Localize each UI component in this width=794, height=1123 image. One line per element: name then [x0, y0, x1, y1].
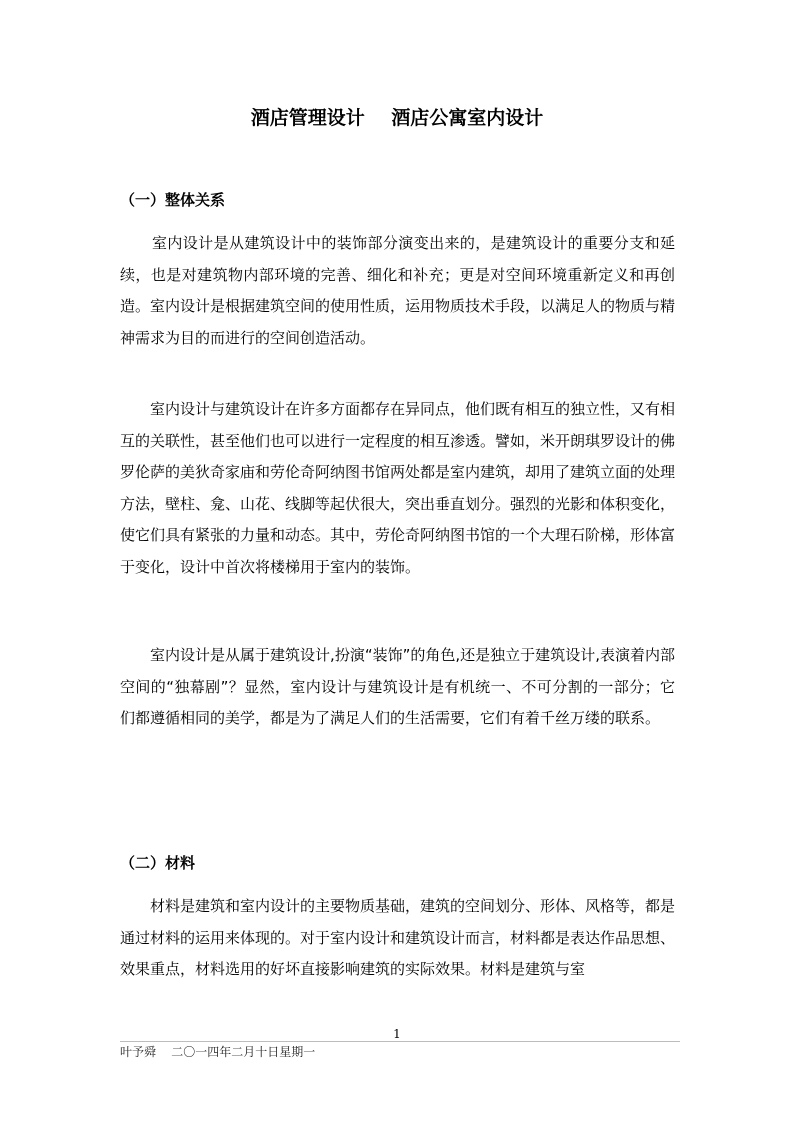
paragraph: 室内设计与建筑设计在许多方面都存在异同点，他们既有相互的独立性，又有相互的关联性，甚至他们也可以进行一定程度的相互渗透。譬如，米开朗琪罗设计的佛罗伦萨的美狄奇家庙和劳伦奇阿纳图书馆两处都是室内建筑，却用了建筑立面的处理方法，壁柱、龛、山花、线脚等起伏很大，突出垂直划分。强烈的光影和体积变化，使它们具有紧张的力量和动态。其中，劳伦奇阿纳图书馆的一个大理石阶梯，形体富于变化，设计中首次将楼梯用于室内的装饰。 — [120, 400, 676, 576]
section-heading-overall-relationship: （一）整体关系 — [120, 191, 226, 209]
document-title: 酒店管理设计 酒店公寓室内设计 — [250, 107, 544, 129]
paragraph: 室内设计是从属于建筑设计,扮演“装饰”的角色,还是独立于建筑设计,表演着内部空间的“独幕剧”？显然，室内设计与建筑设计是有机统一、不可分割的一部分；它们都遵循相同的美学，都是为了满足人们的生活需要，它们有着千丝万缕的联系。 — [120, 646, 675, 727]
paragraph: 材料是建筑和室内设计的主要物质基础，建筑的空间划分、形体、风格等，都是通过材料的运用来体现的。对于室内设计和建筑设计而言，材料都是表达作品思想、效果重点，材料选用的好坏直接影响建筑的实际效果。材料是建筑与室 — [120, 897, 676, 978]
footer-divider — [120, 1041, 680, 1042]
page-number: 1 — [393, 1027, 401, 1041]
paragraph: 室内设计是从建筑设计中的装饰部分演变出来的，是建筑设计的重要分支和延续，也是对建筑物内部环境的完善、细化和补充；更是对空间环境重新定义和再创造。室内设计是根据建筑空间的使用性质，运用物质技术手段，以满足人的物质与精神需求为目的而进行的空间创造活动。 — [120, 234, 676, 347]
section-heading-materials: （二）材料 — [120, 854, 196, 872]
footer-author-date: 叶予舜 二〇一四年二月十日星期一 — [120, 1045, 316, 1059]
